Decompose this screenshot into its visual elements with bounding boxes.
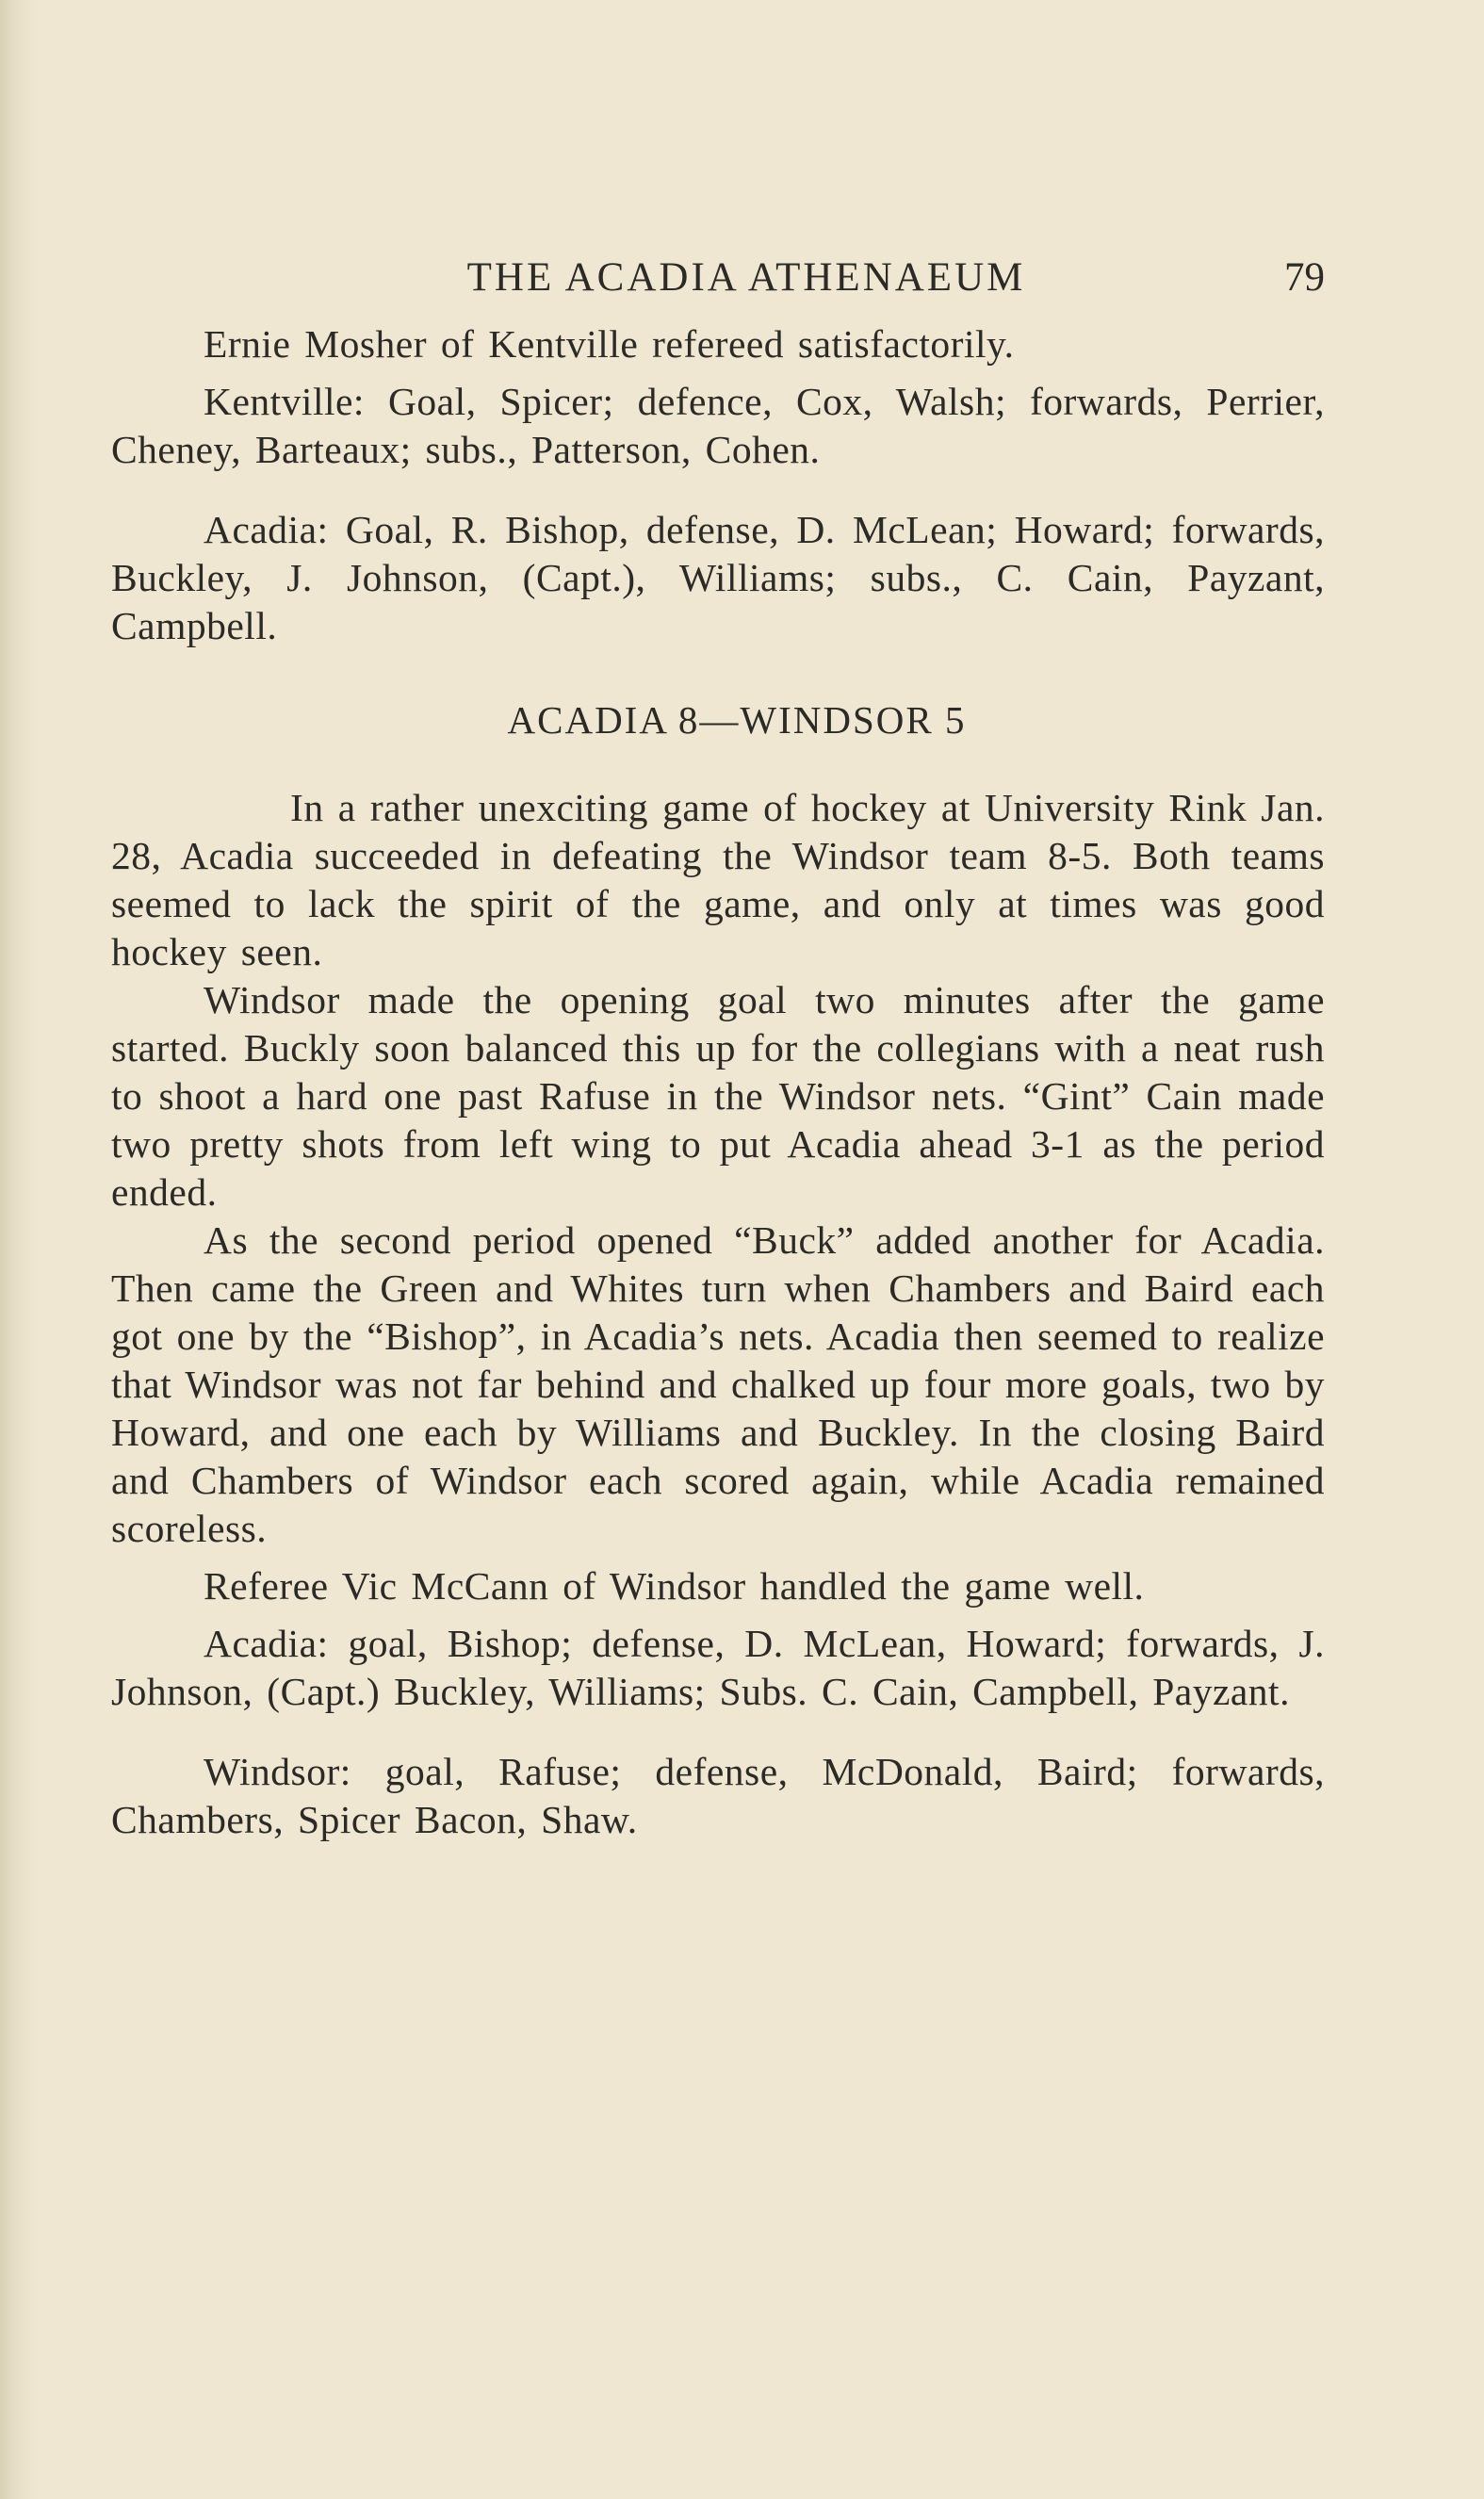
- running-head: [111, 254, 1325, 320]
- page-number: 79: [1284, 255, 1325, 300]
- section-heading: ACADIA 8—WINDSOR 5: [507, 698, 967, 742]
- windsor-lineup: Windsor: goal, Rafuse; defense, McDonald, Baird; forwards, Chambers, Spicer Bacon, Shaw.: [111, 1750, 1325, 1841]
- kentville-referee-note: Ernie Mosher of Kentville refereed satisfactorily.: [204, 322, 1015, 366]
- acadia-lineup-windsor-game: Acadia: goal, Bishop; defense, D. McLean, Howard; forwards, J. Johnson, (Capt.) Buckley, Williams; Subs. C. Cain, Campbell, Payzant.: [111, 1622, 1325, 1713]
- game-paragraph-3: As the second period opened “Buck” added another for Acadia. Then came the Green and Whites turn when Chambers and Baird each got one by the “Bishop”, in Acadia’s nets. Acadia then seemed to realize that Windsor was not far behind and chalked up four more goals, two by Howard, and one each by Williams and Buckley. In the closing Baird and Chambers of Windsor each scored again, while Acadia remained scoreless.: [111, 1218, 1325, 1550]
- game-paragraph-2: Windsor made the opening goal two minutes after the game started. Buckly soon balanced this up for the collegians with a neat rush to shoot a hard one past Rafuse in the Windsor nets. “Gint” Cain made two pretty shots from left wing to put Acadia ahead 3-1 as the period ended.: [111, 978, 1325, 1214]
- running-title: THE ACADIA ATHENAEUM: [466, 255, 1026, 300]
- kentville-lineup: Kentville: Goal, Spicer; defence, Cox, Walsh; forwards, Perrier, Cheney, Barteaux; subs., Patterson, Cohen.: [111, 380, 1325, 471]
- acadia-lineup-kentville-game: Acadia: Goal, R. Bishop, defense, D. McLean; Howard; forwards, Buckley, J. Johnson, (Capt.), Williams; subs., C. Cain, Payzant, Campbell.: [111, 508, 1325, 647]
- page: [111, 254, 1325, 1844]
- game-paragraph-1: In a rather unexciting game of hockey at University Rink Jan. 28, Acadia succeeded in defeating the Windsor team 8-5. Both teams seemed to lack the spirit of the game, and only at times was good hockey seen.: [111, 786, 1325, 973]
- windsor-referee-note: Referee Vic McCann of Windsor handled the game well.: [204, 1564, 1145, 1608]
